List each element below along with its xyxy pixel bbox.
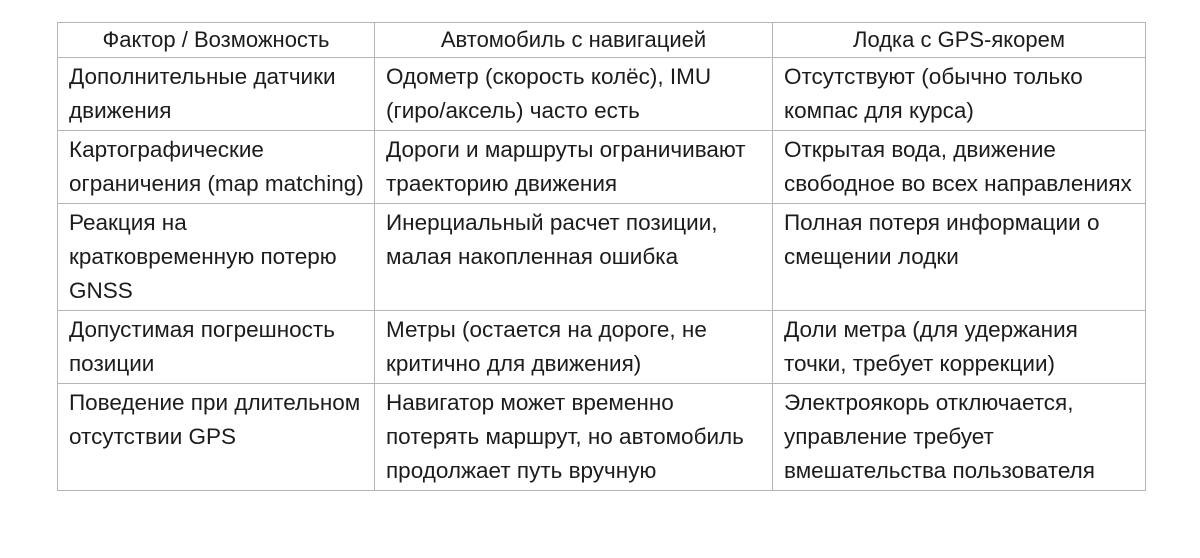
cell-car: Дороги и маршруты ограничивают траекторию движения [375, 131, 773, 204]
cell-boat: Отсутствуют (обычно только компас для курса) [773, 58, 1146, 131]
comparison-table-container [57, 22, 1146, 491]
cell-boat: Электроякорь отключается, управление требует вмешательства пользователя [773, 384, 1146, 491]
cell-factor: Картографические ограничения (map matching) [58, 131, 375, 204]
cell-boat: Полная потеря информации о смещении лодки [773, 204, 1146, 311]
cell-car: Одометр (скорость колёс), IMU (гиро/аксель) часто есть [375, 58, 773, 131]
comparison-table [57, 22, 1146, 491]
header-factor: Фактор / Возможность [58, 23, 375, 58]
cell-car: Инерциальный расчет позиции, малая накопленная ошибка [375, 204, 773, 311]
cell-factor: Дополнительные датчики движения [58, 58, 375, 131]
cell-factor: Поведение при длительном отсутствии GPS [58, 384, 375, 491]
cell-boat: Открытая вода, движение свободное во всех направлениях [773, 131, 1146, 204]
cell-factor: Допустимая погрешность позиции [58, 311, 375, 384]
cell-factor: Реакция на кратковременную потерю GNSS [58, 204, 375, 311]
table-row [58, 311, 1146, 384]
table-row [58, 384, 1146, 491]
table-row [58, 58, 1146, 131]
header-boat: Лодка с GPS-якорем [773, 23, 1146, 58]
table-header-row [58, 23, 1146, 58]
cell-car: Навигатор может временно потерять маршрут, но автомобиль продолжает путь вручную [375, 384, 773, 491]
table-row [58, 131, 1146, 204]
cell-boat: Доли метра (для удержания точки, требует коррекции) [773, 311, 1146, 384]
cell-car: Метры (остается на дороге, не критично для движения) [375, 311, 773, 384]
header-car: Автомобиль с навигацией [375, 23, 773, 58]
table-row [58, 204, 1146, 311]
